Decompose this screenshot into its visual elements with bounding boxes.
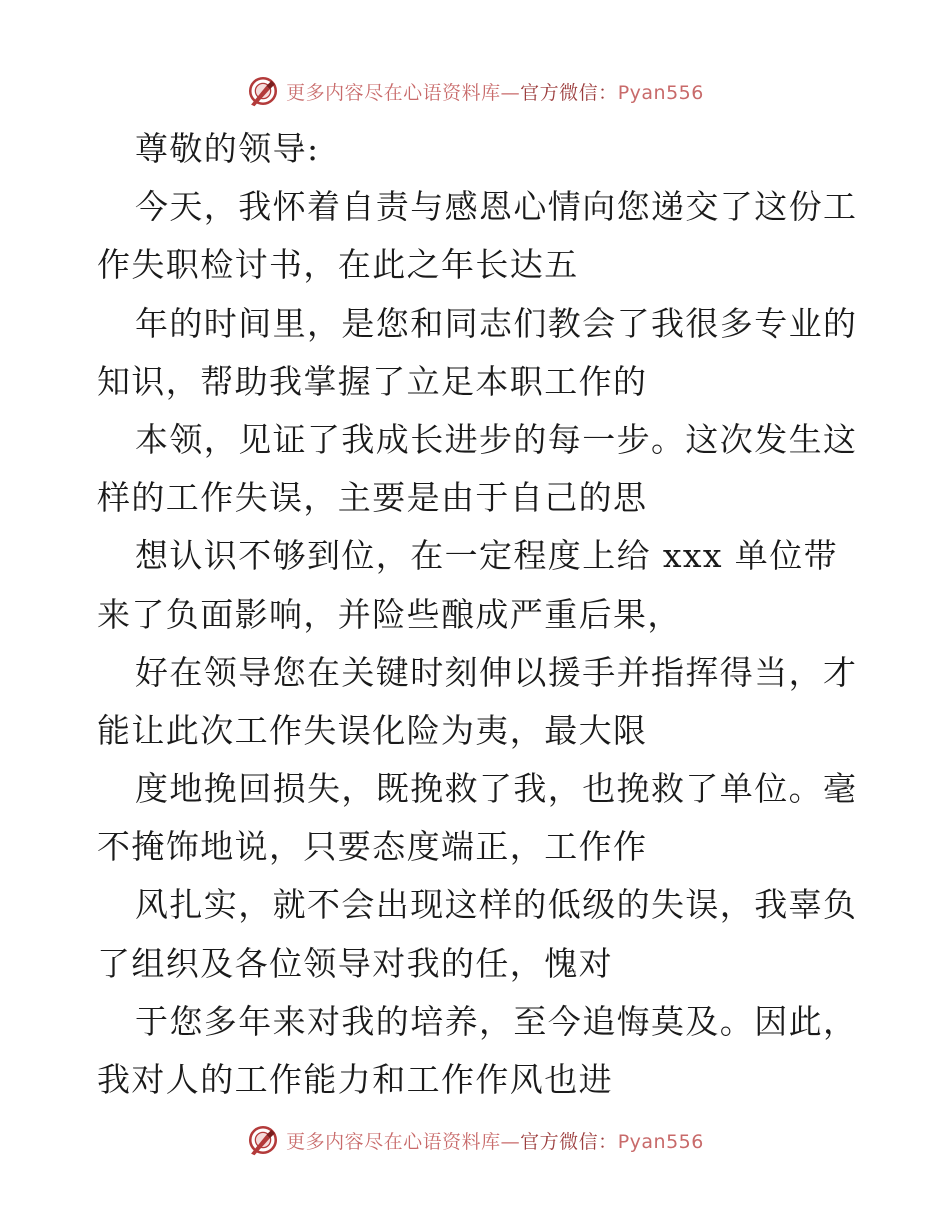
pen-logo-icon xyxy=(246,74,280,108)
document-line: 风扎实，就不会出现这样的低级的失误，我辜负 xyxy=(135,885,858,925)
document-line: 知识，帮助我掌握了立足本职工作的 xyxy=(97,361,648,401)
document-line: 想认识不够到位，在一定程度上给 xxx 单位带 xyxy=(135,536,839,576)
header-watermark xyxy=(0,71,950,111)
document-line: 作失职检讨书，在此之年长达五 xyxy=(97,245,579,285)
watermark-official-label: 官方微信： xyxy=(520,81,618,104)
watermark-text xyxy=(286,78,704,105)
watermark-wechat-id: Pyan556 xyxy=(617,81,704,104)
watermark-wechat-id: Pyan556 xyxy=(617,1130,704,1153)
document-line: 了组织及各位领导对我的任，愧对 xyxy=(97,943,613,983)
document-line: 不掩饰地说，只要态度端正，工作作 xyxy=(97,827,648,867)
document-line: 能让此次工作失误化险为夷，最大限 xyxy=(97,710,648,750)
document-line: 本领，见证了我成长进步的每一步。这次发生这 xyxy=(135,419,858,459)
watermark-site-name: 更多内容尽在心语资料库 xyxy=(286,1130,501,1153)
watermark-text xyxy=(286,1127,704,1154)
document-line: 尊敬的领导: xyxy=(135,129,320,168)
document-line: 我对人的工作能力和工作作风也进 xyxy=(97,1060,613,1099)
document-line: 于您多年来对我的培养，至今追悔莫及。因此， xyxy=(135,1001,858,1041)
document-line: 今天，我怀着自责与感恩心情向您递交了这份工 xyxy=(135,187,858,227)
document-line: 样的工作失误，主要是由于自己的思 xyxy=(97,478,648,518)
watermark-official-label: 官方微信： xyxy=(520,1130,618,1153)
document-line: 度地挽回损失，既挽救了我，也挽救了单位。毫 xyxy=(135,769,858,809)
footer-watermark xyxy=(0,1120,950,1160)
watermark-dash: — xyxy=(500,1130,521,1153)
watermark-dash: — xyxy=(500,81,521,104)
pen-logo-icon xyxy=(246,1123,280,1157)
document-line: 年的时间里，是您和同志们教会了我很多专业的 xyxy=(135,303,858,343)
document-line: 来了负面影响，并险些酿成严重后果， xyxy=(97,594,682,634)
watermark-site-name: 更多内容尽在心语资料库 xyxy=(286,81,501,104)
document-line: 好在领导您在关键时刻伸以援手并指挥得当，才 xyxy=(135,652,858,692)
document-body xyxy=(97,120,857,1109)
